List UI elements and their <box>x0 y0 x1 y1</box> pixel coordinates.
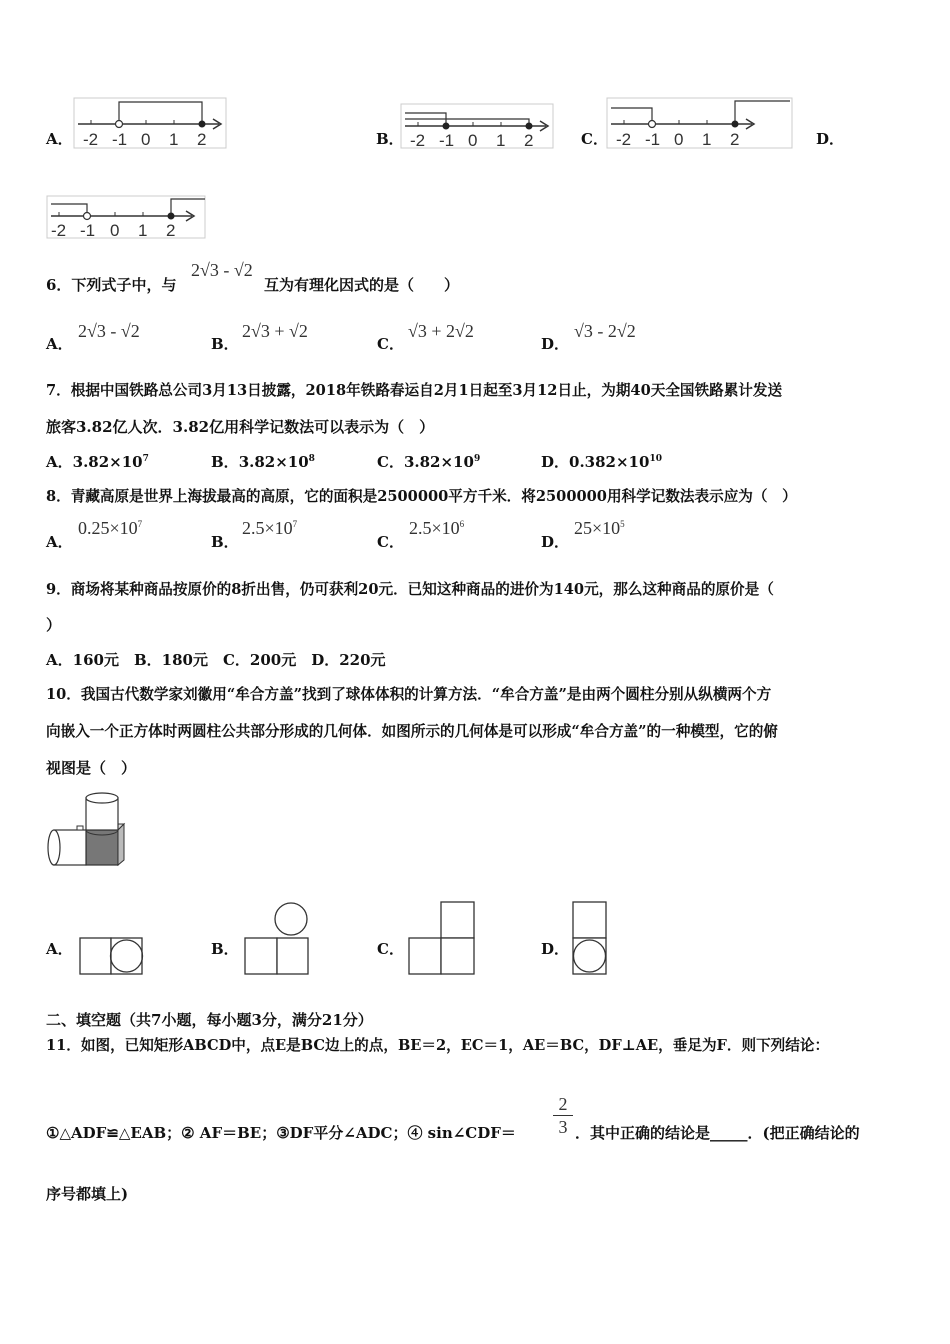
q10-label-b: B． <box>211 940 239 958</box>
q7-base: 3.82×10 <box>72 453 143 471</box>
q10-option-b-figure <box>243 900 311 976</box>
q10-option-a-figure <box>79 936 145 976</box>
tick-label: 0 <box>468 131 478 150</box>
q10-label-a: A． <box>46 940 73 958</box>
tick-label: -1 <box>439 131 455 150</box>
q7-exp: 8 <box>308 454 315 464</box>
q11-line3: 序号都填上) <box>46 1185 129 1203</box>
q6-option-a: 2√3 - √2 <box>78 321 140 341</box>
q7-label: B． <box>211 453 239 471</box>
q7-base: 0.382×10 <box>569 453 650 471</box>
q10-option-c-figure <box>407 900 477 976</box>
q8-label-d: D． <box>541 533 570 551</box>
q5-numberline-c <box>607 98 795 150</box>
q5-label-a: A． <box>46 130 73 148</box>
tick-label: 1 <box>169 130 179 149</box>
q6-option-d: √3 - 2√2 <box>574 321 636 341</box>
tick-label: 2 <box>166 221 176 240</box>
q8-option-c <box>409 518 464 539</box>
tick-label: 1 <box>138 221 148 240</box>
q5-label-d: D． <box>816 130 845 148</box>
q7-base: 3.82×10 <box>238 453 309 471</box>
q8-line1: 8．青藏高原是世界上海拔最高的高原，它的面积是2500000平方千米．将2500000用科学记数法表示应为（ ） <box>46 488 797 505</box>
q8-option-d <box>574 518 625 539</box>
q10-model-figure <box>46 790 126 872</box>
q11-frac-den: 3 <box>558 1117 568 1137</box>
q7-base: 3.82×10 <box>403 453 474 471</box>
q8-exp: 7 <box>292 519 298 529</box>
q11-line1: 11．如图，已知矩形ABCD中，点E是BC边上的点，BE＝2，EC＝1，AE＝BC，DF⊥AE，垂足为F．则下列结论： <box>46 1037 830 1054</box>
q10-line1: 10．我国古代数学家刘徽用“牟合方盖”找到了球体体积的计算方法．“牟合方盖”是由两个圆柱分别从纵横两个方 <box>46 686 772 703</box>
q6-label-b: B． <box>211 335 239 353</box>
q7-exp: 7 <box>142 454 149 464</box>
q9-options: A．160元 B．180元 C．200元 D．220元 <box>46 651 386 669</box>
q9-line1: 9．商场将某种商品按原价的8折出售，仍可获利20元．已知这种商品的进价为140元，那么这种商品的原价是（ <box>46 581 774 598</box>
tick-label: -2 <box>616 130 632 149</box>
tick-label: -2 <box>51 221 67 240</box>
q6-stem-expr: 2√3 - √2 <box>191 260 253 280</box>
q9-line2: ） <box>46 616 62 634</box>
q7-option-a <box>46 451 149 472</box>
q8-base: 0.25×10 <box>78 518 138 538</box>
q11-frac-num: 2 <box>558 1094 568 1114</box>
tick-label: -1 <box>645 130 661 149</box>
q5-label-b: B． <box>376 130 404 148</box>
tick-label: -2 <box>83 130 99 149</box>
q10-label-c: C． <box>377 940 404 958</box>
tick-label: 1 <box>702 130 712 149</box>
q10-label-d: D． <box>541 940 570 958</box>
q8-base: 2.5×10 <box>409 518 460 538</box>
q6-option-b: 2√3 + √2 <box>242 321 308 341</box>
tick-label: -1 <box>112 130 128 149</box>
tick-label: 0 <box>674 130 684 149</box>
q6-stem-a: 6．下列式子中，与 <box>46 276 177 294</box>
q6-label-d: D． <box>541 335 570 353</box>
tick-label: -2 <box>410 131 426 150</box>
tick-label: 1 <box>496 131 506 150</box>
q7-line2: 旅客3.82亿人次．3.82亿用科学记数法可以表示为（ ） <box>46 418 435 436</box>
q5-numberline-a <box>74 98 229 150</box>
tick-label: 0 <box>141 130 151 149</box>
q7-exp: 9 <box>473 454 481 464</box>
section2-heading: 二、填空题（共7小题，每小题3分，满分21分） <box>46 1011 373 1029</box>
q6-label-c: C． <box>377 335 404 353</box>
q7-option-b <box>211 451 315 472</box>
q8-option-b <box>242 518 297 539</box>
q8-base: 25×10 <box>574 518 621 538</box>
q10-line3: 视图是（ ） <box>46 759 137 777</box>
q11-line2b: ．其中正确的结论是_____．(把正确结论的 <box>575 1124 860 1142</box>
q8-exp: 7 <box>137 519 143 529</box>
q7-option-d <box>541 451 662 472</box>
q6-option-c: √3 + 2√2 <box>408 321 474 341</box>
q11-line2a: ①△ADF≌△EAB；② AF＝BE；③DF平分∠ADC；④ sin∠CDF＝ <box>46 1124 516 1142</box>
q6-label-a: A． <box>46 335 73 353</box>
q7-label: A． <box>46 453 73 471</box>
tick-label: -1 <box>80 221 96 240</box>
q7-line1: 7．根据中国铁路总公司3月13日披露，2018年铁路春运自2月1日起至3月12日止，为期40天全国铁路累计发送 <box>46 382 783 399</box>
q7-exp: 10 <box>649 454 662 464</box>
tick-label: 2 <box>524 131 534 150</box>
q8-exp: 6 <box>459 519 465 529</box>
q11-fraction <box>553 1093 573 1138</box>
q5-numberline-d <box>47 196 209 240</box>
tick-label: 2 <box>730 130 740 149</box>
q6-stem-b: 互为有理化因式的是（ ） <box>264 276 460 294</box>
q5-numberline-b <box>401 104 556 150</box>
q7-option-c <box>377 451 480 472</box>
tick-label: 2 <box>197 130 207 149</box>
q10-line2: 向嵌入一个正方体时两圆柱公共部分形成的几何体．如图所示的几何体是可以形成“牟合方盖”的一种模型，它的俯 <box>46 723 778 740</box>
q8-base: 2.5×10 <box>242 518 293 538</box>
q5-label-c: C． <box>581 130 608 148</box>
q8-option-a <box>78 518 142 539</box>
q7-label: D． <box>541 453 570 471</box>
q7-label: C． <box>377 453 404 471</box>
q8-label-b: B． <box>211 533 239 551</box>
q8-label-a: A． <box>46 533 73 551</box>
q10-option-d-figure <box>571 900 611 976</box>
q8-label-c: C． <box>377 533 404 551</box>
q8-exp: 5 <box>620 519 625 529</box>
tick-label: 0 <box>110 221 120 240</box>
